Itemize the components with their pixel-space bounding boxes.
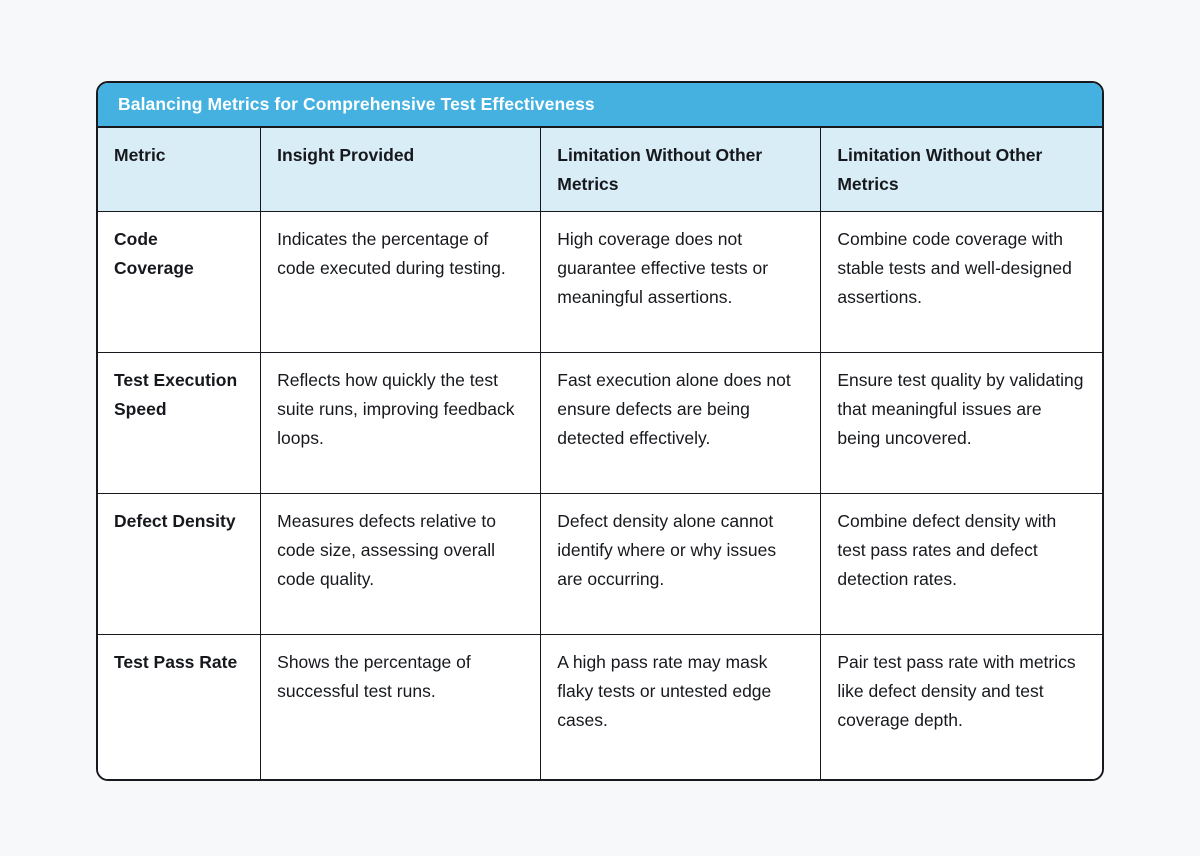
cell: Combine defect density with test pass rates and defect detection rates. — [821, 494, 1102, 635]
cell: Ensure test quality by validating that meaningful issues are being uncovered. — [821, 353, 1102, 494]
table-title: Balancing Metrics for Comprehensive Test Effectiveness — [98, 83, 1102, 128]
column-header-3: Limitation Without Other Metrics — [821, 128, 1102, 212]
column-header-2: Limitation Without Other Metrics — [541, 128, 821, 212]
cell: Pair test pass rate with metrics like defect density and test coverage depth. — [821, 635, 1102, 779]
cell: Defect density alone cannot identify where or why issues are occurring. — [541, 494, 821, 635]
cell: Indicates the percentage of code executed during testing. — [261, 212, 541, 353]
metrics-table-card — [96, 81, 1104, 781]
column-header-0: Metric — [98, 128, 261, 212]
metric-cell: Test Execution Speed — [98, 353, 261, 494]
table-header — [98, 128, 1102, 212]
table-row — [98, 635, 1102, 779]
metric-cell: Defect Density — [98, 494, 261, 635]
table-row — [98, 353, 1102, 494]
cell: Measures defects relative to code size, assessing overall code quality. — [261, 494, 541, 635]
cell: Fast execution alone does not ensure defects are being detected effectively. — [541, 353, 821, 494]
header-row — [98, 128, 1102, 212]
table-row — [98, 494, 1102, 635]
cell: A high pass rate may mask flaky tests or untested edge cases. — [541, 635, 821, 779]
table-body — [98, 212, 1102, 779]
metric-cell: Code Coverage — [98, 212, 261, 353]
column-header-1: Insight Provided — [261, 128, 541, 212]
cell: Reflects how quickly the test suite runs, improving feedback loops. — [261, 353, 541, 494]
metrics-table — [98, 128, 1102, 779]
cell: Shows the percentage of successful test runs. — [261, 635, 541, 779]
cell: High coverage does not guarantee effective tests or meaningful assertions. — [541, 212, 821, 353]
metric-cell: Test Pass Rate — [98, 635, 261, 779]
cell: Combine code coverage with stable tests and well-designed assertions. — [821, 212, 1102, 353]
table-row — [98, 212, 1102, 353]
